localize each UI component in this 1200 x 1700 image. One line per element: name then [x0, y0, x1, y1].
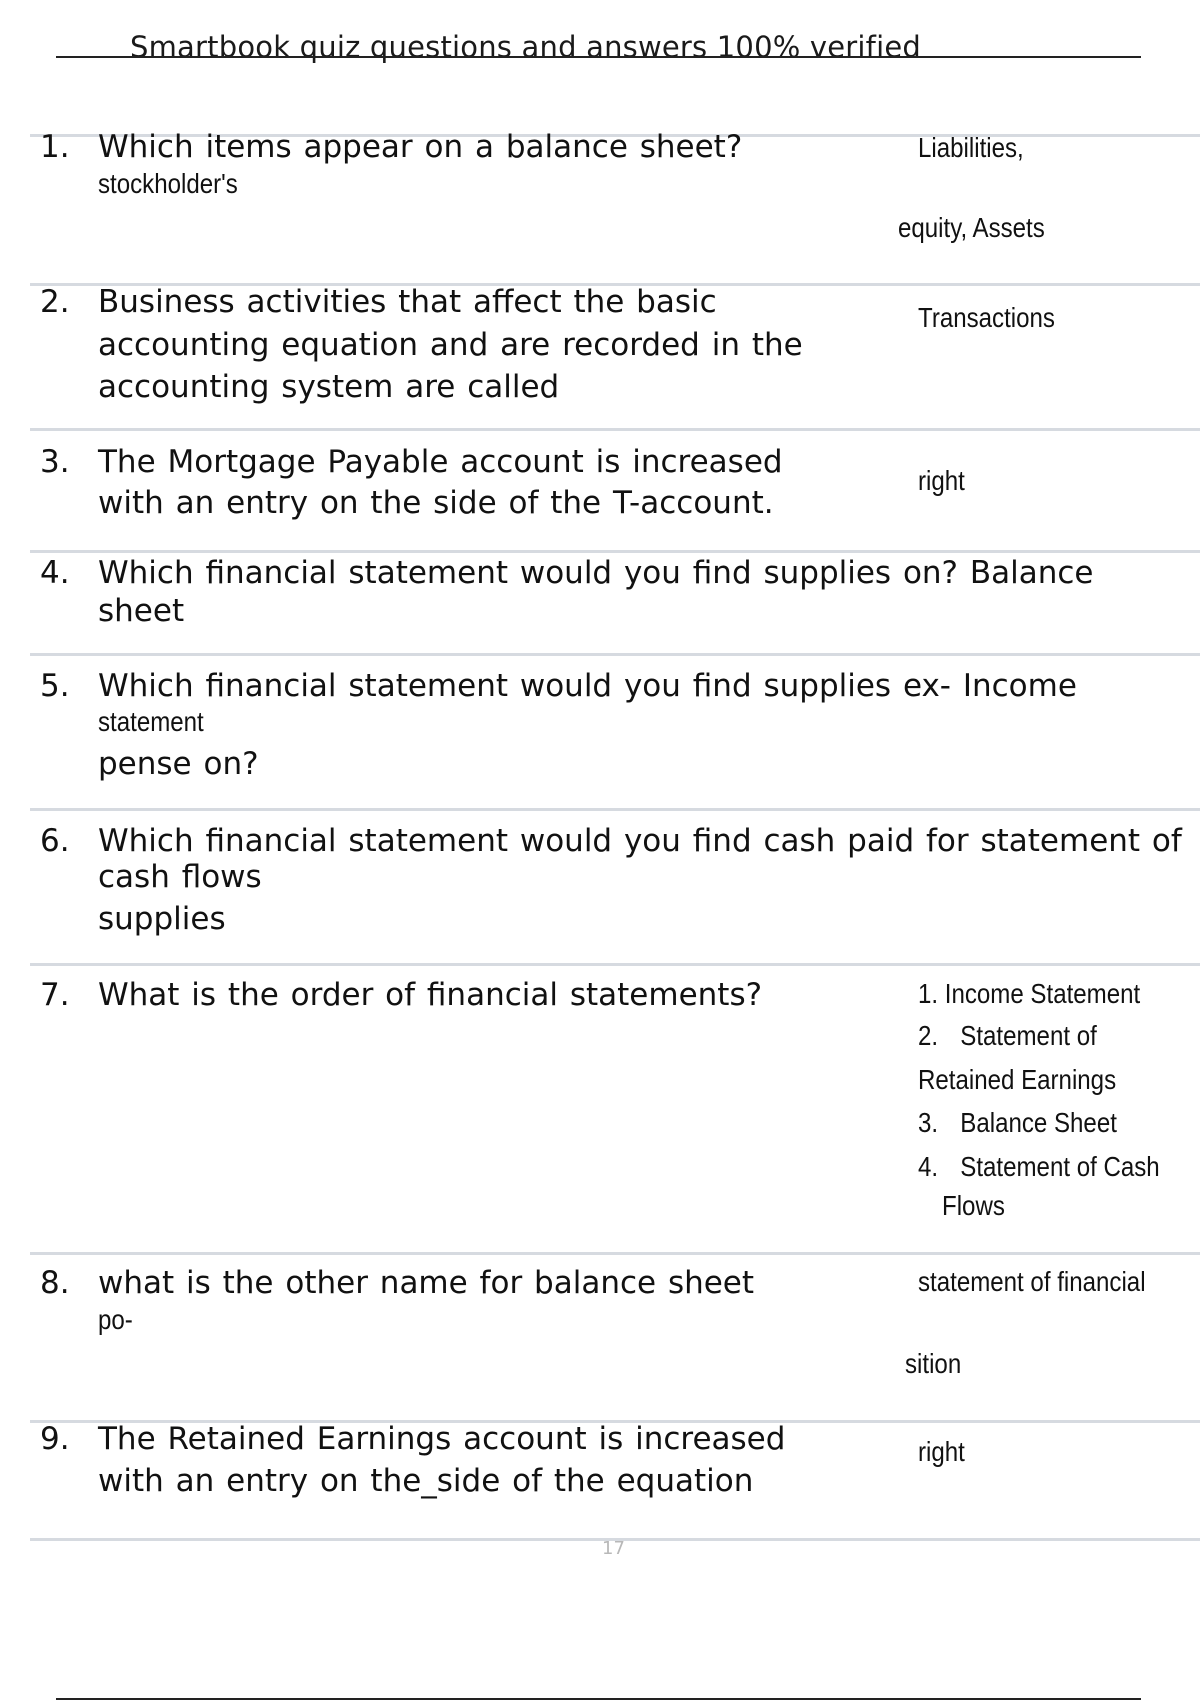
list-text-continuation: Retained Earnings: [918, 1064, 1117, 1095]
question-number: 2.: [40, 284, 70, 320]
answer-text: Transactions: [918, 302, 1055, 333]
question-text: Which financial statement would you find supplies on? Balance: [98, 555, 1094, 591]
answer-text: right: [918, 1436, 965, 1467]
question-text: supplies: [98, 901, 226, 937]
question-item-3: [40, 441, 870, 527]
question-item-9: [40, 1418, 870, 1504]
answer-list-item: [918, 1020, 1097, 1052]
question-item-6: [40, 820, 1200, 940]
row-divider: [30, 653, 1200, 656]
question-text: The Retained Earnings account is increased: [98, 1421, 786, 1457]
list-text: Statement of Cash: [960, 1151, 1160, 1182]
answer-text: sition: [905, 1348, 962, 1379]
question-item-5: [40, 665, 1190, 782]
list-number: 2.: [918, 1020, 939, 1051]
answer-text: Liabilities,: [918, 132, 1024, 163]
answer-list-item: [918, 978, 1140, 1010]
answer-text: statement: [98, 706, 204, 737]
question-text: accounting equation and are recorded in the: [98, 327, 803, 363]
page-number-mark: 17: [602, 1538, 625, 1559]
question-text: with an entry on the_side of the equation: [98, 1463, 754, 1499]
question-number: 9.: [40, 1421, 70, 1457]
answer-text: equity, Assets: [898, 212, 1045, 243]
answer-list-item: [918, 1107, 1117, 1139]
row-divider: [30, 1252, 1200, 1255]
row-divider: [30, 808, 1200, 811]
question-text: accounting system are called: [98, 369, 560, 405]
question-item-4: [40, 552, 1190, 638]
question-text: cash flows: [98, 859, 262, 895]
list-text-continuation: Flows: [942, 1190, 1005, 1221]
question-text: sheet: [98, 593, 185, 629]
question-text: The Mortgage Payable account is increased: [98, 444, 783, 480]
question-number: 5.: [40, 668, 70, 704]
question-item-7: [40, 974, 870, 1018]
list-text: Balance Sheet: [960, 1107, 1117, 1138]
row-divider: [30, 428, 1200, 431]
list-text: Statement of: [960, 1020, 1097, 1051]
question-text: pense on?: [98, 746, 259, 782]
question-item-8: [40, 1262, 870, 1306]
question-number: 6.: [40, 823, 70, 859]
question-number: 4.: [40, 555, 70, 591]
question-number: 7.: [40, 977, 70, 1013]
question-number: 1.: [40, 129, 70, 165]
question-text: Business activities that affect the basic: [98, 284, 717, 320]
title-strike-line: [56, 56, 1141, 58]
question-text: Which items appear on a balance sheet?: [98, 129, 743, 165]
answer-list-item: [918, 1151, 1160, 1183]
question-text: Which financial statement would you find supplies ex- Income: [98, 668, 1077, 704]
question-number: 3.: [40, 444, 70, 480]
question-continuation: po-: [98, 1304, 133, 1335]
question-continuation: stockholder's: [98, 168, 238, 199]
question-number: 8.: [40, 1265, 70, 1301]
answer-text: right: [918, 465, 965, 496]
answer-text: statement of financial: [918, 1266, 1146, 1297]
question-text: What is the order of financial statements?: [98, 977, 763, 1013]
question-item-2: [40, 281, 870, 411]
question-text: with an entry on the side of the T-account.: [98, 485, 774, 521]
document-title: Smartbook quiz questions and answers 100% verified: [130, 30, 922, 64]
list-text: Income Statement: [944, 978, 1141, 1009]
list-number: 4.: [918, 1151, 939, 1182]
question-text: Which financial statement would you find cash paid for statement of: [98, 823, 1182, 859]
question-text: what is the other name for balance sheet: [98, 1265, 755, 1301]
list-number: 1.: [918, 978, 939, 1009]
answer-list: [918, 978, 1200, 1228]
list-number: 3.: [918, 1107, 939, 1138]
row-divider: [30, 963, 1200, 966]
